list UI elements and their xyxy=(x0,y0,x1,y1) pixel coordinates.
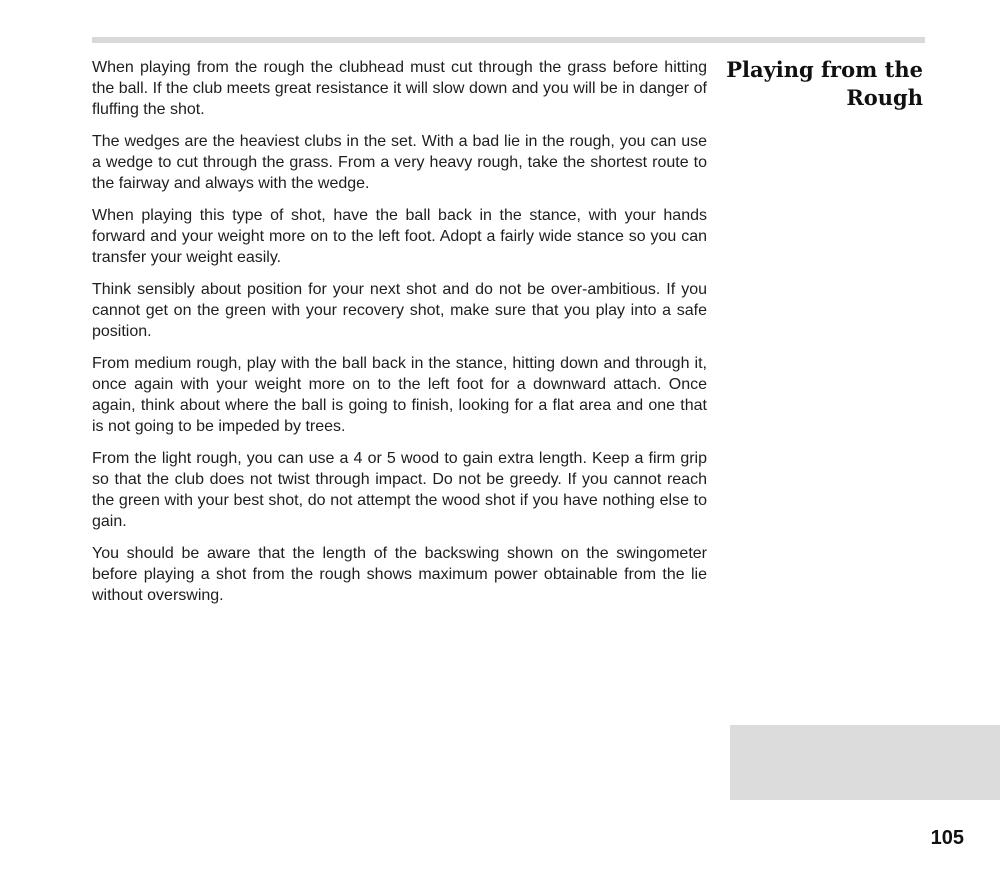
body-text xyxy=(92,57,707,617)
top-rule xyxy=(92,37,925,43)
paragraph: From medium rough, play with the ball back in the stance, hitting down and through it, once again with your weight more on to the left foot for a downward attach. Once again, think about where the ball is going to finish, looking for a flat area and one that is not going to be impeded by trees. xyxy=(92,355,707,435)
page-number: 105 xyxy=(930,827,964,849)
paragraph: From the light rough, you can use a 4 or 5 wood to gain extra length. Keep a firm grip so that the club does not twist through impact. Do not be greedy. If you cannot reach the green with your best shot, do not attempt the wood shot if you have nothing else to gain. xyxy=(92,450,707,530)
paragraph: You should be aware that the length of the backswing shown on the swingometer before playing a shot from the rough shows maximum power obtainable from the lie without overswing. xyxy=(92,545,707,604)
paragraph: When playing from the rough the clubhead must cut through the grass before hitting the ball. If the club meets great resistance it will slow down and you will be in danger of fluffing the shot. xyxy=(92,59,707,118)
section-heading: Playing from the Rough xyxy=(726,57,923,110)
paragraph: The wedges are the heaviest clubs in the set. With a bad lie in the rough, you can use a wedge to cut through the grass. From a very heavy rough, take the shortest route to the fairway and always with the wedge. xyxy=(92,133,707,192)
paragraph: When playing this type of shot, have the ball back in the stance, with your hands forward and your weight more on to the left foot. Adopt a fairly wide stance so you can transfer your weight easily. xyxy=(92,207,707,266)
grey-block xyxy=(730,725,1000,800)
paragraph: Think sensibly about position for your next shot and do not be over-ambitious. If you cannot get on the green with your recovery shot, make sure that you play into a safe position. xyxy=(92,281,707,340)
